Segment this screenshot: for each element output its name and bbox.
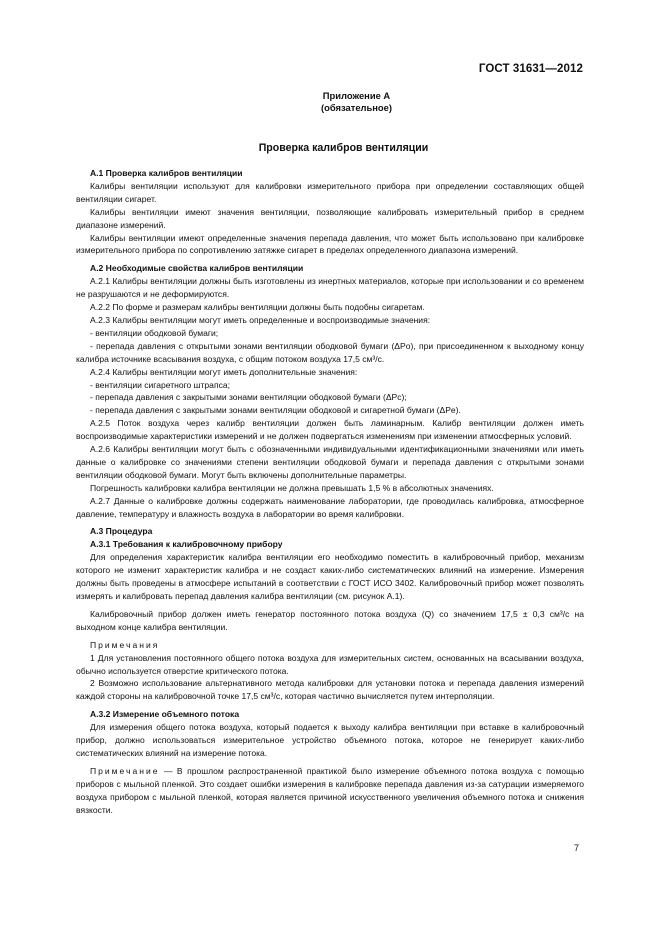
subsection-heading-a31: А.3.1 Требования к калибровочному прибору (90, 539, 283, 550)
paragraph: Для измерения общего потока воздуха, который подается к выходу калибра вентиляции при вставке в калибровочный прибор, должно использоваться измерительное устройство объемного потока, которое не генерирует каких-либо систематических влияний на измерение потока. (76, 722, 584, 758)
list-item: - вентиляции сигаретного штрапса; (90, 379, 230, 390)
list-item: - перепада давления с закрытыми зонами вентиляции ободковой и сигаретной бумаги (ΔPe). (90, 405, 461, 416)
list-item: - вентиляции ободковой бумаги; (90, 327, 219, 338)
paragraph: А.2.7 Данные о калибровке должны содержать наименование лаборатории, где проводилась калибровка, атмосферное давление, температуру и влажность воздуха в лаборатории во время калибровки. (76, 495, 584, 519)
annex-status: (обязательное) (321, 102, 392, 113)
page-number: 7 (573, 843, 579, 853)
notes-label: Примечания (90, 639, 160, 650)
paragraph: А.2.2 По форме и размерам калибры вентиляции должны быть подобны сигаретам. (90, 302, 425, 313)
standard-code: ГОСТ 31631—2012 (478, 63, 583, 75)
section-heading-a3: А.3 Процедура (90, 526, 153, 537)
note (76, 765, 584, 817)
note-text: — В прошлом распространенной практикой было измерение объемного потока воздуха с помощью приборов с мыльной пленкой. Это создает ошибки измерения в калибровке перепада давления из-за сатурации измеряемого воздуха прибором с мыльной пленкой, которая является причиной искусственного увеличения объемного потока и снижения вязкости. (76, 765, 584, 815)
paragraph: А.2.3 Калибры вентиляции могут иметь определенные и воспроизводимые значения: (90, 314, 431, 325)
paragraph: Калибры вентиляции имеют определенные значения перепада давления, что может быть использовано при калибровке измерительного прибора по сопротивлению затяжке сигарет в пределах определенного диапазона измерений. (76, 232, 584, 256)
annex-heading (0, 90, 661, 114)
paragraph: Калибровочный прибор должен иметь генератор постоянного потока воздуха (Q) со значением 17,5 ± 0,3 см³/с на выходном конце калибра вентиляции. (76, 608, 584, 632)
list-item: - перепада давления с открытыми зонами вентиляции ободковой бумаги (ΔPo), при присоединенном к выходному концу калибра источнике всасывания воздуха, с общим потоком воздуха 17,5 см³/с. (76, 340, 584, 364)
note-label: Примечание (90, 765, 160, 776)
annex-label: Приложение А (322, 90, 391, 101)
note-item: 1 Для установления постоянного общего потока воздуха для измерительных систем, основанных на всасывании воздуха, обычно используется отверстие критического потока. (76, 652, 584, 676)
paragraph: Калибры вентиляции используют для калибровки измерительного прибора при определении составляющих общей вентиляции сигарет. (76, 180, 584, 204)
note-item: 2 Возможно использование альтернативного метода калибровки для установки потока и перепада давления измерений каждой стороны на калибровочной точке 17,5 см³/с, которая частично вычисляется путем интерполяции. (76, 678, 584, 702)
paragraph: Погрешность калибровки калибра вентиляции не должна превышать 1,5 % в абсолютных значениях. (90, 482, 494, 493)
paragraph: А.2.6 Калибры вентиляции могут быть с обозначенными индивидуальными идентификационными значениями или иметь данные о калибровке со значениями степени вентиляции ободковой бумаги и перепада давления с открытыми зонами вентиляции ободковой бумаги. Могут быть включены дополнительные параметры. (76, 444, 584, 480)
paragraph: А.2.4 Калибры вентиляции могут иметь дополнительные значения: (90, 366, 358, 377)
list-item: - перепада давления с закрытыми зонами вентиляции ободковой бумаги (ΔPc); (90, 392, 407, 403)
paragraph: Для определения характеристик калибра вентиляции его необходимо поместить в калибровочный прибор, механизм которого не изменит характеристик калибра и не создаст каких-либо систематических влияний на измерение. Измерения должны быть проведены в атмосфере испытаний в соответствии с ГОСТ ИСО 3402. Калибровочный прибор может позволять измерять и калибровать перепад давления калибра вентиляции (см. рисунок А.1). (76, 552, 584, 601)
paragraph: А.2.1 Калибры вентиляции должны быть изготовлены из инертных материалов, которые при использовании и со временем не разрушаются и не деформируются. (76, 276, 584, 300)
annex-title: Проверка калибров вентиляции (258, 142, 429, 154)
subsection-heading-a32: А.3.2 Измерение объемного потока (90, 709, 240, 720)
section-heading-a2: А.2 Необходимые свойства калибров вентиляции (90, 263, 304, 274)
paragraph: А.2.5 Поток воздуха через калибр вентиляции должен быть ламинарным. Калибр вентиляции должен иметь воспроизводимые характеристики измерений и не должен подвергаться изменениям при изменении атмосферных условий. (76, 418, 584, 442)
document-body (76, 167, 584, 817)
section-heading-a1: А.1 Проверка калибров вентиляции (90, 168, 243, 178)
paragraph: Калибры вентиляции имеют значения вентиляции, позволяющие калибровать измерительный прибор в среднем диапазоне измерений. (76, 206, 584, 230)
